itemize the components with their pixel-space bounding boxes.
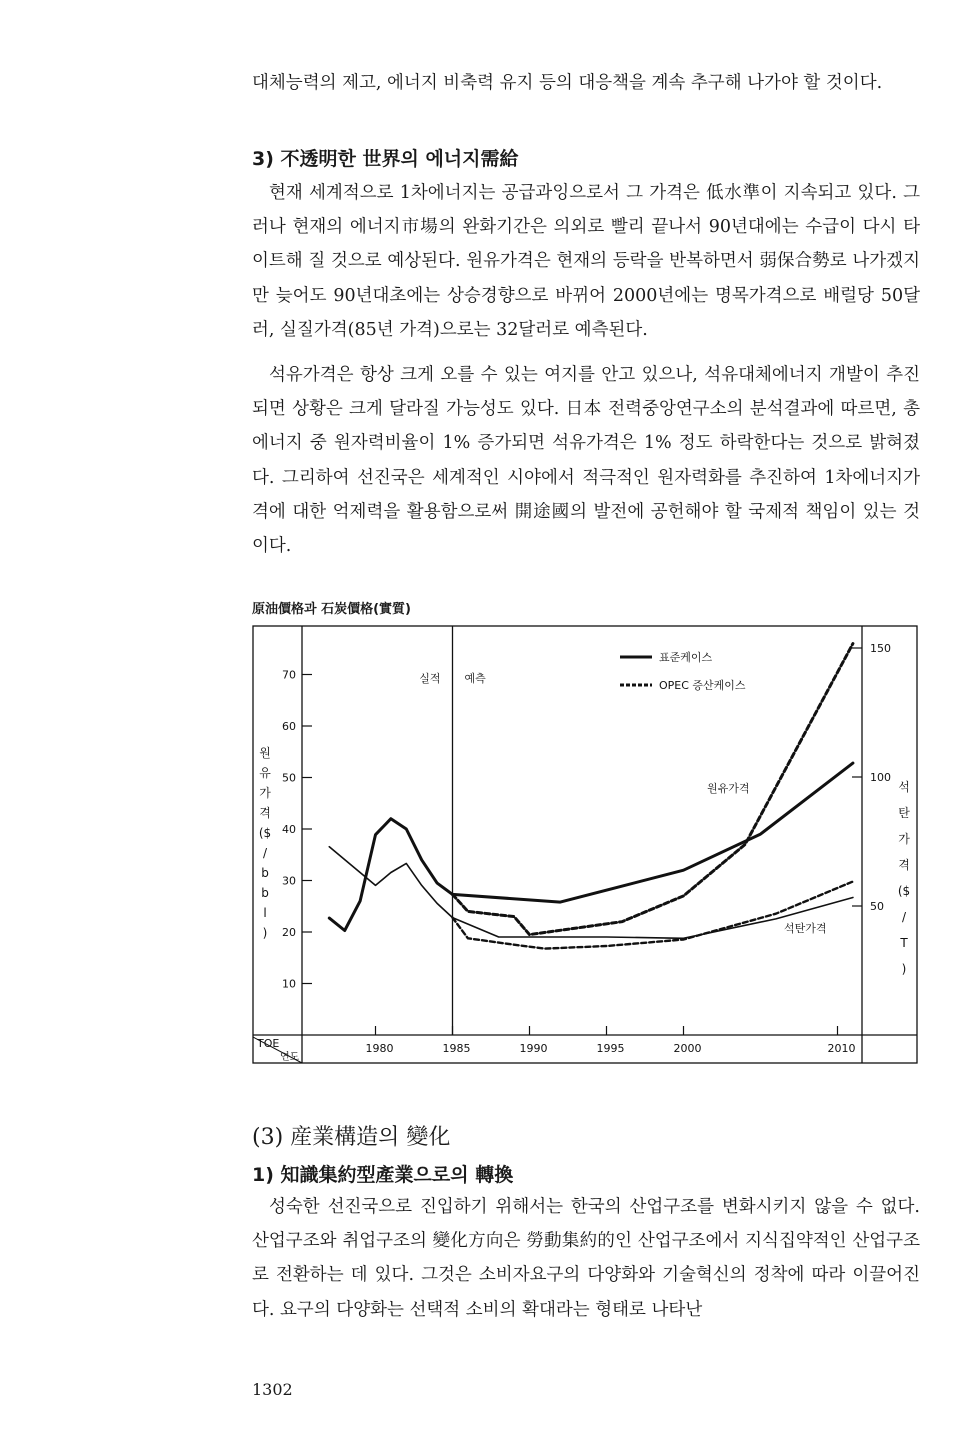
x-axis-tick-label: 2010 bbox=[827, 1042, 856, 1055]
industry-paragraph: 성숙한 선진국으로 진입하기 위해서는 한국의 산업구조를 변화시키지 않을 수 없다. 산업구조와 취업구조의 變化方向은 勞動集約的인 산업구조에서 지식집약적인 산업구조로 전환하는 데 있다. 그것은 소비자요구의 다양화와 기술혁신의 정착에 따라 이끌어진다. 요구의 다양화는 선택적 소비의 확대라는 형태로 나타난 bbox=[252, 1197, 920, 1320]
corner-label-toe: TOE bbox=[257, 1037, 280, 1050]
chart-frame bbox=[253, 626, 917, 1063]
right-axis-tick-label: 150 bbox=[870, 642, 891, 655]
region-label-actual: 실적 bbox=[419, 672, 441, 685]
energy-market-paragraph: 현재 세계적으로 1차에너지는 공급과잉으로서 그 가격은 低水準이 지속되고 있다. 그러나 현재의 에너지市場의 완화기간은 의외로 빨리 끝나서 90년대에는 수급이 다시 타이트해 질 것으로 예상된다. 원유가격은 현재의 등락을 반복하면서 弱保合勢로 나가겠지만 늦어도 90년대초에는 상승경향으로 바뀌어 2000년에는 명목가격으로 배럴당 50달러, 실질가격(85년 가격)으로는 32달러로 예측된다. bbox=[252, 183, 920, 340]
series-label-oil: 원유가격 bbox=[707, 782, 750, 795]
left-axis-title-char: ) bbox=[262, 926, 268, 940]
series-line-2 bbox=[453, 644, 853, 935]
corner-label-year: 연도 bbox=[280, 1052, 300, 1063]
left-axis-title-char: l bbox=[263, 906, 267, 920]
legend bbox=[620, 650, 746, 692]
left-axis-tick-label: 40 bbox=[282, 823, 296, 836]
x-axis-tick-label: 1980 bbox=[365, 1042, 394, 1055]
legend-label-standard: 표준케이스 bbox=[659, 651, 713, 664]
x-axis-tick-label: 1995 bbox=[596, 1042, 625, 1055]
oil-price-paragraph: 석유가격은 항상 크게 오를 수 있는 여지를 안고 있으나, 석유대체에너지 개발이 추진되면 상황은 크게 달라질 가능성도 있다. 日本 전력중앙연구소의 분석결과에 따르면, 총 에너지 중 원자력비율이 1% 증가되면 석유가격은 1% 정도 하락한다는 것으로 밝혀졌다. 그리하여 선진국은 세계적인 시야에서 적극적인 원자력화를 추진하여 1차에너지가격에 대한 억제력을 활용함으로써 開途國의 발전에 공헌해야 할 국제적 책임이 있는 것이다. bbox=[252, 365, 920, 557]
legend-label-opec: OPEC 증산케이스 bbox=[659, 679, 746, 692]
region-label-forecast: 예측 bbox=[464, 672, 486, 685]
section-title-industry: (3) 産業構造의 變化 bbox=[252, 1125, 451, 1150]
right-axis-tick-label: 50 bbox=[870, 900, 884, 913]
right-axis-title-char: 석 bbox=[898, 780, 910, 794]
left-axis-tick-label: 60 bbox=[282, 720, 296, 733]
left-axis-tick-label: 30 bbox=[282, 874, 296, 888]
page-number: 1302 bbox=[252, 1380, 293, 1399]
left-axis-title-char: b bbox=[261, 866, 269, 880]
right-axis-title-char: T bbox=[900, 936, 908, 950]
left-axis-tick-label: 10 bbox=[282, 977, 296, 991]
left-axis-title-char: 격 bbox=[259, 806, 271, 820]
x-axis-tick-label: 1985 bbox=[442, 1042, 471, 1055]
left-axis-title-char: b bbox=[261, 886, 269, 900]
price-chart bbox=[252, 625, 918, 1065]
right-axis-tick-label: 100 bbox=[870, 771, 891, 784]
series-line-0 bbox=[329, 819, 452, 931]
left-axis-title-char: 유 bbox=[259, 766, 271, 780]
left-axis-title-char: 가 bbox=[259, 786, 271, 800]
intro-continuation-paragraph: 대체능력의 제고, 에너지 비축력 유지 등의 대응책을 계속 추구해 나가야 할 것이다. bbox=[252, 73, 883, 93]
right-axis-title-char: ($ bbox=[897, 884, 911, 898]
series-line-1 bbox=[453, 763, 853, 902]
right-axis-title-char: 격 bbox=[898, 858, 910, 872]
left-axis-title-char: / bbox=[262, 846, 268, 860]
section-heading-energy: 3) 不透明한 世界의 에너지需給 bbox=[252, 148, 519, 170]
right-axis-title-char: 탄 bbox=[898, 806, 910, 820]
figure-caption: 原油價格과 石炭價格(實質) bbox=[252, 602, 411, 617]
left-axis-tick-label: 50 bbox=[282, 771, 296, 785]
left-axis-tick-label: 20 bbox=[282, 926, 296, 939]
right-axis-title-char: 가 bbox=[898, 832, 910, 846]
left-axis-title-char: 원 bbox=[259, 746, 271, 760]
left-axis-tick-label: 70 bbox=[282, 668, 296, 682]
x-axis-tick-label: 1990 bbox=[519, 1042, 548, 1055]
x-axis-tick-label: 2000 bbox=[673, 1042, 702, 1055]
left-axis-title-char: ($ bbox=[258, 826, 272, 840]
subsection-heading-knowledge: 1) 知識集約型產業으로의 轉換 bbox=[252, 1164, 514, 1186]
series-label-coal: 석탄가격 bbox=[784, 922, 827, 935]
right-axis-title-char: ) bbox=[901, 962, 907, 976]
series-line-3 bbox=[329, 847, 452, 918]
right-axis-title-char: / bbox=[901, 910, 907, 924]
